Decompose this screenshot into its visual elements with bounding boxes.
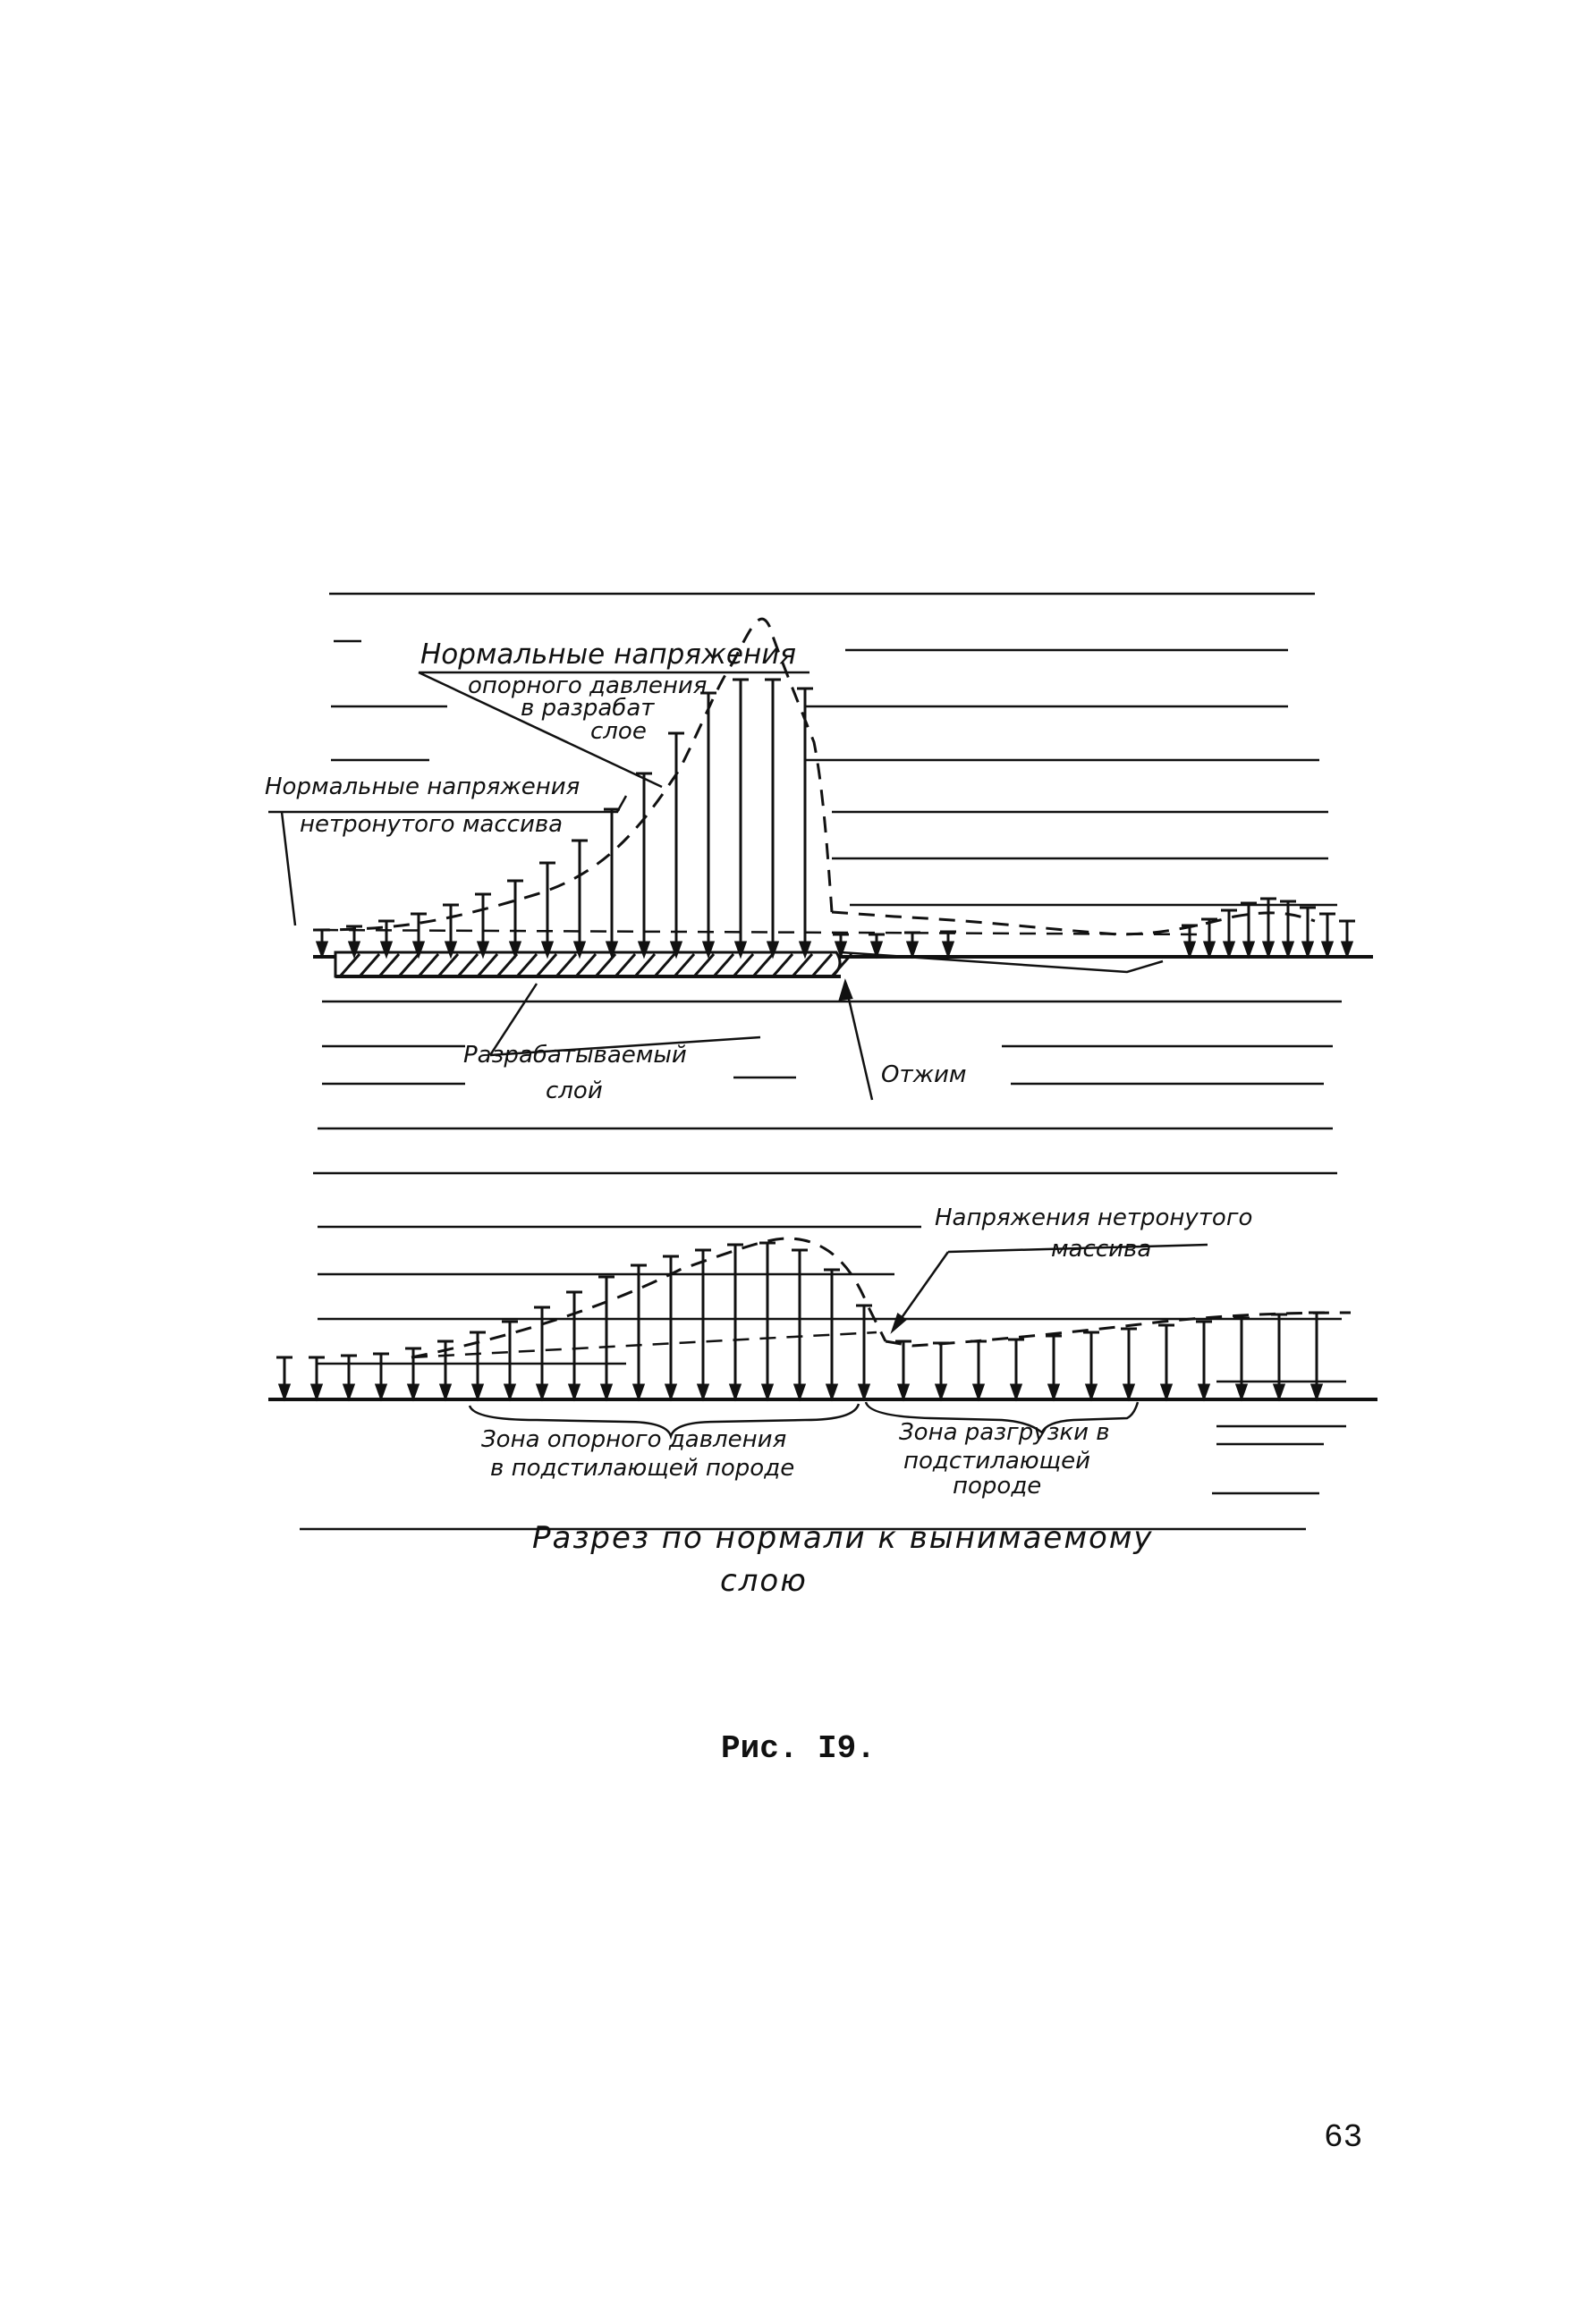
lower-stress-arrow-head <box>1275 1385 1284 1398</box>
lower-stress-arrow-head <box>344 1385 353 1398</box>
lower-stress-arrow-head <box>312 1385 321 1398</box>
label-unload-zone-line3: породе <box>953 1473 1042 1500</box>
lower-stress-arrow-head <box>409 1385 418 1398</box>
lower-stress-arrow-head <box>795 1385 804 1398</box>
figure-number: Рис. I9. <box>721 1730 876 1767</box>
label-support-stress-line4: слое <box>590 718 647 745</box>
lower-stress-arrow-head <box>1049 1385 1058 1398</box>
label-unload-zone-line1: Зона разгрузки в <box>899 1419 1110 1446</box>
lower-stress-arrow-head <box>699 1385 708 1398</box>
lower-stress-arrow-head <box>937 1385 945 1398</box>
lower-stress-arrow-head <box>505 1385 514 1398</box>
upper-stress-arrow-head <box>318 942 326 955</box>
lower-stress-arrow-head <box>763 1385 772 1398</box>
page-number: 63 <box>1324 2119 1363 2156</box>
label-intact-stress-line2: нетронутого массива <box>300 811 564 838</box>
lower-stress-arrow-head <box>1312 1385 1321 1398</box>
lower-intact-level <box>411 1332 877 1357</box>
upper-stress-arrow-head <box>1225 942 1233 955</box>
lower-stress-arrow-head <box>860 1385 869 1398</box>
upper-stress-arrow-head <box>1264 942 1273 955</box>
arrowhead <box>840 982 852 1000</box>
label-support-zone-line1: Зона опорного давления <box>481 1426 787 1453</box>
label-squeeze: Отжим <box>881 1061 967 1088</box>
upper-stress-arrow-head <box>1205 942 1214 955</box>
caption-line1: Разрез по нормали к вынимаемому <box>532 1520 1154 1556</box>
upper-stress-arrow-head <box>1323 942 1332 955</box>
lower-stress-arrow-head <box>827 1385 836 1398</box>
label-intact-stress-line1: Нормальные напряжения <box>265 773 581 800</box>
upper-stress-arrow-head <box>872 942 881 955</box>
lower-stress-arrow-head <box>634 1385 643 1398</box>
lower-stress-arrow-head <box>974 1385 983 1398</box>
upper-stress-arrow-head <box>908 942 917 955</box>
lower-stress-arrow-head <box>1199 1385 1208 1398</box>
lower-stress-arrow-head <box>441 1385 450 1398</box>
upper-stress-arrow-head <box>944 942 953 955</box>
lower-stress-arrow-head <box>280 1385 289 1398</box>
lower-stress-arrow-head <box>1087 1385 1096 1398</box>
label-support-zone-line2: в подстилающей породе <box>490 1455 795 1482</box>
lower-stress-arrow-head <box>602 1385 611 1398</box>
upper-stress-arrow-head <box>1185 942 1194 955</box>
label-worked-layer-line2: слой <box>546 1077 603 1104</box>
label-support-stress-line2: опорного давления <box>468 672 708 699</box>
lower-stress-arrow-head <box>1012 1385 1021 1398</box>
caption-line2: слою <box>720 1563 808 1599</box>
lower-support-envelope <box>411 1238 886 1357</box>
lower-stress-arrow-head <box>731 1385 740 1398</box>
upper-stress-arrow-head <box>1284 942 1293 955</box>
lower-stress-arrow-head <box>899 1385 908 1398</box>
upper-stress-arrow-head <box>1244 942 1253 955</box>
label-support-stress-line1: Нормальные напряжения <box>420 638 797 671</box>
lower-stress-arrow-head <box>538 1385 547 1398</box>
lower-intact-envelope <box>886 1313 1351 1346</box>
lower-stress-arrow-head <box>1162 1385 1171 1398</box>
lower-stress-arrow-head <box>570 1385 579 1398</box>
lower-stress-arrow-head <box>473 1385 482 1398</box>
lower-stress-arrow-head <box>1237 1385 1246 1398</box>
label-support-stress-line3: в разрабат <box>521 695 655 722</box>
label-worked-layer-line1: Разрабатываемый <box>463 1042 687 1069</box>
label-unload-zone-line2: подстилающей <box>903 1448 1091 1475</box>
label-lower-intact-line1: Напряжения нетронутого <box>935 1204 1253 1231</box>
lower-stress-arrow-head <box>377 1385 386 1398</box>
lower-stress-arrow-head <box>1124 1385 1133 1398</box>
label-lower-intact-line2: массива <box>1051 1236 1152 1263</box>
lower-stress-arrow-head <box>666 1385 675 1398</box>
upper-stress-arrow-head <box>1303 942 1312 955</box>
upper-stress-arrow-head <box>1343 942 1352 955</box>
intact-stress-envelope <box>832 912 1315 934</box>
